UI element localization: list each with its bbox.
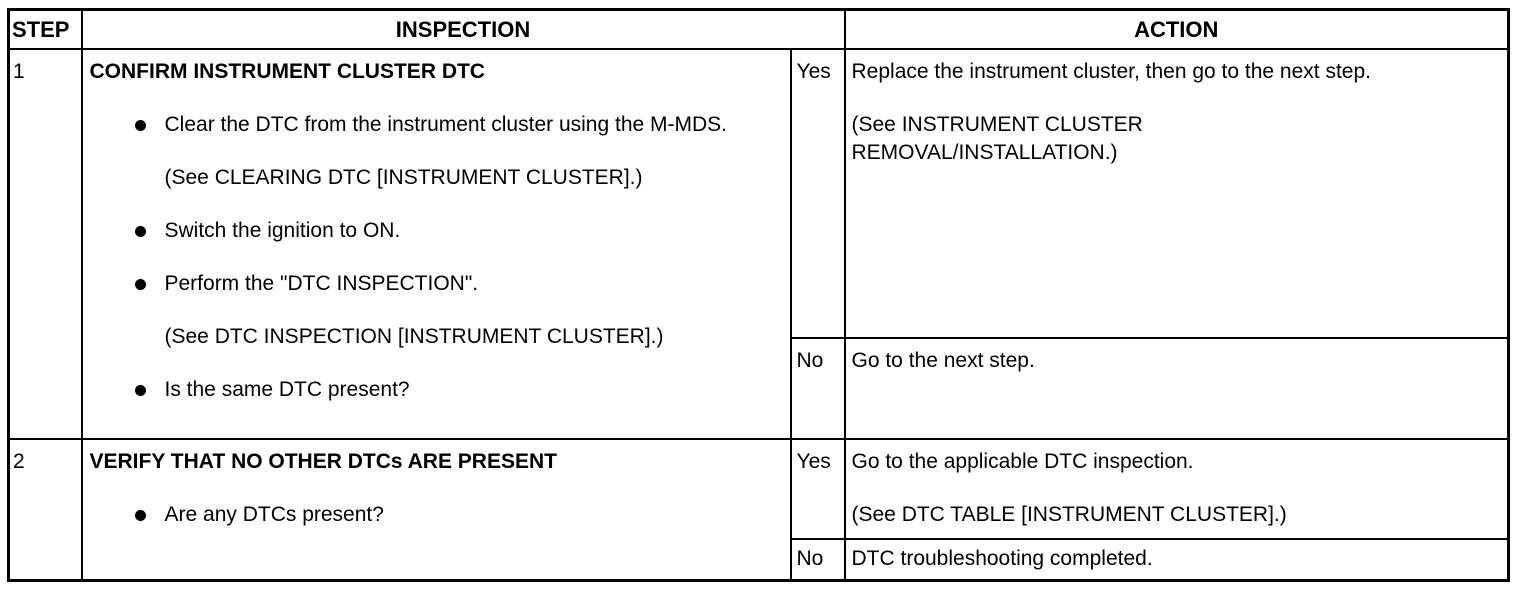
reference-note: (See DTC INSPECTION [INSTRUMENT CLUSTER].) [164,325,664,348]
step-number: 1 [9,49,82,439]
inspection-title: CONFIRM INSTRUMENT CLUSTER DTC [89,60,485,83]
yes-label: Yes [791,439,845,539]
bullet-dot-icon [135,385,146,396]
step-number: 2 [9,439,82,581]
inspection-title: VERIFY THAT NO OTHER DTCs ARE PRESENT [89,450,557,473]
inspection-bullet [90,376,784,404]
inspection-cell [82,439,791,581]
reference-note: (See INSTRUMENT CLUSTER REMOVAL/INSTALLATION.) [851,113,1143,164]
action-text: Go to the applicable DTC inspection. [851,450,1194,473]
bullet-text: Are any DTCs present? [164,503,384,526]
no-action-cell [845,338,1509,439]
yes-action-cell [845,439,1509,539]
bullet-text: Clear the DTC from the instrument cluster using the M-MDS. [164,113,728,136]
no-label: No [791,539,845,581]
yes-label: Yes [791,49,845,338]
bullet-dot-icon [135,226,146,237]
action-text: Replace the instrument cluster, then go to the next step. [851,60,1371,83]
bullet-dot-icon [135,510,146,521]
bullet-text: Perform the "DTC INSPECTION". [164,272,479,295]
inspection-bullet [90,501,784,529]
table-row [9,49,1509,338]
table-row [9,439,1509,539]
no-label: No [791,338,845,439]
dtc-troubleshooting-table [7,8,1510,582]
bullet-dot-icon [135,120,146,131]
inspection-bullet [90,217,784,245]
reference-note: (See CLEARING DTC [INSTRUMENT CLUSTER].) [164,166,643,189]
inspection-bullet [90,111,784,139]
inspection-bullet [90,270,784,298]
action-text: Go to the next step. [851,349,1035,372]
bullet-text: Switch the ignition to ON. [164,219,401,242]
reference-note: (See DTC TABLE [INSTRUMENT CLUSTER].) [851,503,1287,526]
action-text: DTC troubleshooting completed. [851,547,1153,570]
bullet-text: Is the same DTC present? [164,378,410,401]
no-action-cell [845,539,1509,581]
header-action: ACTION [845,10,1509,50]
header-inspection: INSPECTION [82,10,845,50]
bullet-dot-icon [135,279,146,290]
header-row [9,10,1509,50]
yes-action-cell [845,49,1509,338]
inspection-cell [82,49,791,439]
header-step: STEP [9,10,82,50]
